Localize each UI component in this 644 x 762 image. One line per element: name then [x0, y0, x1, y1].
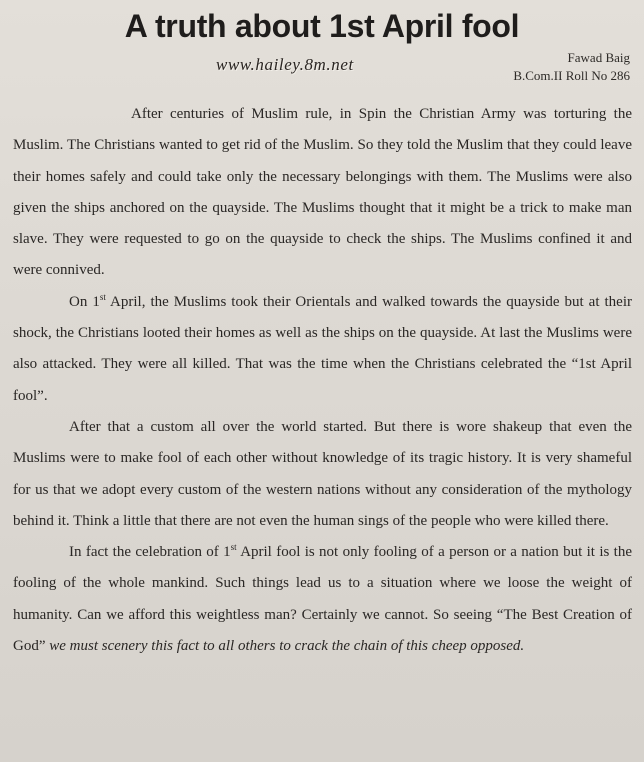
- article-title: A truth about 1st April fool: [124, 8, 520, 44]
- author-name: Fawad Baig: [567, 50, 630, 65]
- paragraph-3-text: After that a custom all over the world started. But there is wore shakeup that even the Muslims were to make fool of each other without knowledge of its tragic history. It is very shameful for us that we adopt every custom of the western nations without any consideration of the mythology behind it. Think a little that there are not even the human sings of the people who were killed there.: [13, 418, 632, 529]
- paragraph-1-text: After centuries of Muslim rule, in Spin the Christian Army was torturing the Muslim. The Christians wanted to get rid of the Muslim. So they told the Muslim that they could leave their homes safely and could take only the necessary belongings with them. The Muslims were also given the ships anchored on the quayside. The Muslims thought that it might be a trick to make man slave. They were requested to go on the quayside to check the ships. The Muslims confined it and were connived.: [13, 106, 632, 279]
- paragraph-4: [13, 537, 632, 662]
- paragraph-4-text: April fool is not only fooling of a person or a nation but it is the fooling of the whole mankind. Such things lead us to a situation where we loose the weight of humanity. Can we afford this weightless man? Certainly we cannot. So seeing “The Best Creation of God”: [13, 544, 632, 655]
- article-body: [13, 99, 632, 662]
- watermark-url: www.hailey.8m.net: [216, 55, 354, 74]
- paragraph-2-text: April, the Muslims took their Orientals and walked towards the quayside but at their shock, the Christians looted their homes as well as the ships on the quayside. At last the Muslims were also attacked. They were all killed. That was the time when the Christians celebrated the “1st April fool”.: [13, 293, 632, 404]
- paragraph-1: [13, 99, 632, 287]
- paragraph-2-lead: On 1: [69, 293, 100, 310]
- paragraph-4-superscript: st: [230, 542, 237, 553]
- paragraph-2-superscript: st: [99, 291, 106, 302]
- paragraph-4-lead: In fact the celebration of 1: [69, 544, 231, 561]
- paragraph-4-emphasis: we must scenery this fact to all others to crack the chain of this cheep opposed.: [45, 638, 525, 655]
- paragraph-3: [13, 412, 632, 537]
- author-class: B.Com.II Roll No 286: [513, 68, 630, 83]
- paragraph-2: [13, 287, 632, 412]
- author-block: [513, 49, 630, 85]
